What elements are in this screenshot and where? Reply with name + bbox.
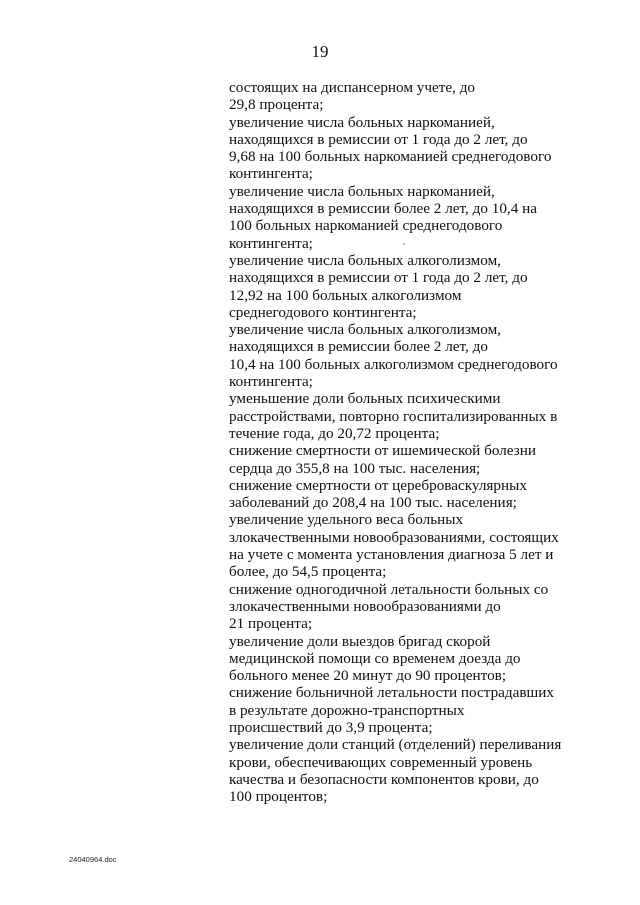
text-line: снижение больничной летальности пострадавших — [229, 684, 554, 702]
text-line: снижение смертности от ишемической болезни — [229, 442, 536, 460]
text-line: контингента; — [229, 373, 313, 391]
text-line: больного менее 20 минут до 90 процентов; — [229, 667, 507, 685]
text-line: среднегодового контингента; — [229, 303, 417, 321]
text-line: 9,68 на 100 больных наркоманией среднегодового — [229, 148, 552, 166]
text-line: находящихся в ремиссии более 2 лет, до 10,4 на — [229, 200, 537, 218]
text-line: контингента; — [229, 165, 313, 183]
text-line: 12,92 на 100 больных алкоголизмом — [229, 286, 462, 304]
text-line: крови, обеспечивающих современный уровень — [229, 753, 533, 771]
text-line: состоящих на диспансерном учете, до — [229, 79, 476, 96]
text-line: увеличение числа больных наркоманией, — [229, 113, 495, 131]
text-line: в результате дорожно-транспортных — [229, 701, 465, 719]
text-line: более, до 54,5 процента; — [229, 563, 387, 581]
text-line: контингента; — [229, 234, 313, 252]
text-line: медицинской помощи со временем доезда до — [229, 649, 521, 667]
text-line: находящихся в ремиссии более 2 лет, до — [229, 338, 488, 356]
text-line: на учете с момента установления диагноза 5 лет и — [229, 546, 554, 564]
text-line: 10,4 на 100 больных алкоголизмом среднегодового — [229, 355, 558, 373]
page-number: 19 — [311, 42, 329, 61]
text-line: увеличение числа больных наркоманией, — [229, 182, 495, 200]
text-line: злокачественными новообразованиями, состоящих — [229, 528, 559, 546]
text-line: расстройствами, повторно госпитализированных в — [229, 407, 558, 425]
text-line: злокачественными новообразованиями до — [229, 597, 501, 615]
text-line: 100 больных наркоманией среднегодового — [229, 217, 503, 235]
text-line: находящихся в ремиссии от 1 года до 2 лет, до — [229, 269, 528, 287]
text-line: снижение смертности от цереброваскулярных — [229, 476, 527, 494]
text-line: 29,8 процента; — [229, 96, 324, 114]
text-line: увеличение доли станций (отделений) переливания — [229, 736, 562, 754]
text-line: увеличение числа больных алкоголизмом, — [229, 321, 501, 339]
text-line: увеличение доли выездов бригад скорой — [229, 632, 491, 650]
text-line: течение года, до 20,72 процента; — [229, 424, 440, 442]
text-line: 100 процентов; — [229, 788, 328, 806]
text-line: уменьшение доли больных психическими — [229, 390, 501, 408]
text-line: снижение одногодичной летальности больных со — [229, 580, 549, 598]
text-line: увеличение удельного веса больных — [229, 511, 464, 529]
scan-speck — [403, 243, 405, 245]
footer-filename: 24040964.doc — [69, 855, 117, 864]
text-line: находящихся в ремиссии от 1 года до 2 лет, до — [229, 130, 528, 148]
text-line: заболеваний до 208,4 на 100 тыс. населения; — [229, 494, 517, 512]
text-line: происшествий до 3,9 процента; — [229, 718, 433, 736]
body-text — [229, 79, 569, 805]
text-line: 21 процента; — [229, 615, 313, 633]
text-line: сердца до 355,8 на 100 тыс. населения; — [229, 459, 481, 477]
text-line: увеличение числа больных алкоголизмом, — [229, 251, 501, 269]
text-line: качества и безопасности компонентов крови, до — [229, 770, 539, 788]
